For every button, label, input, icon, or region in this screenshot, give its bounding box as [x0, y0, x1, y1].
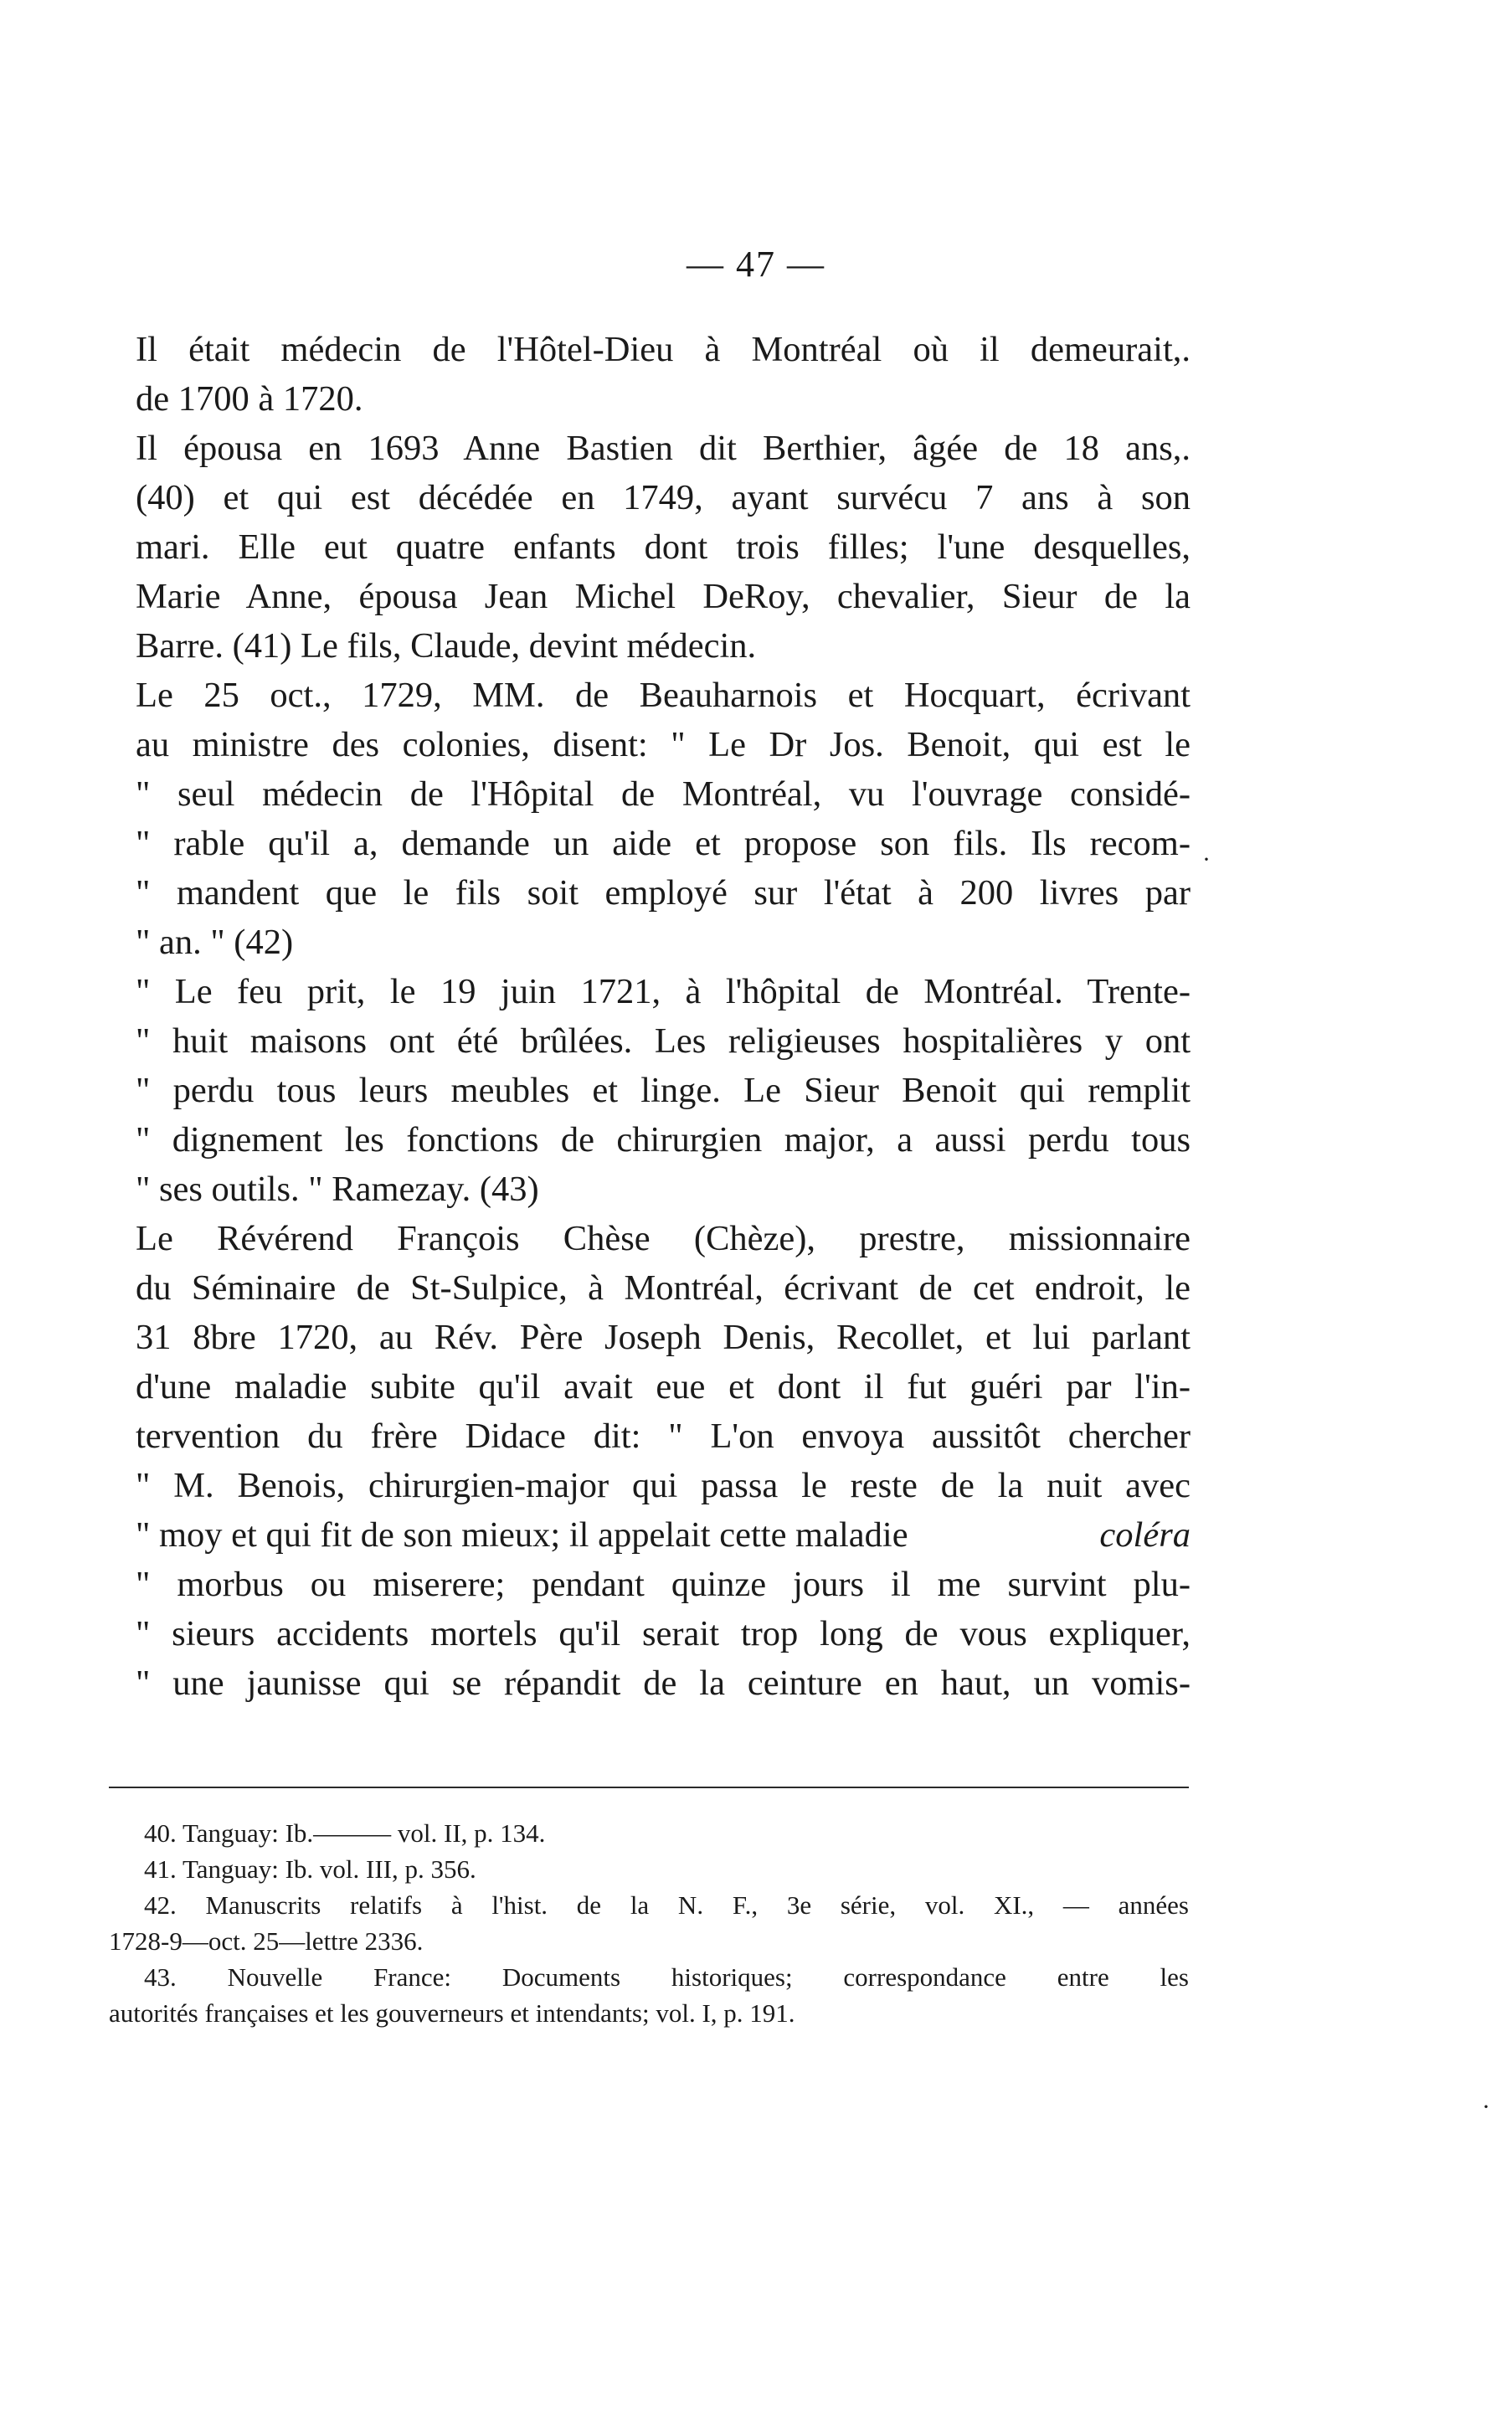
body-line: Barre. (41) Le fils, Claude, devint médecin.: [136, 626, 757, 666]
body-line: Le Révérend François Chèse (Chèze), prestre, missionnaire: [136, 1219, 1191, 1258]
body-line: tervention du frère Didace dit: " L'on envoya aussitôt chercher: [136, 1417, 1191, 1456]
body-line: " mandent que le fils soit employé sur l'état à 200 livres par: [136, 873, 1191, 913]
body-line: au ministre des colonies, disent: " Le Dr Jos. Benoit, qui est le: [136, 725, 1191, 764]
body-line: " dignement les fonctions de chirurgien major, a aussi perdu tous: [136, 1120, 1191, 1160]
stray-mark: ·: [1202, 846, 1211, 873]
body-line: d'une maladie subite qu'il avait eue et dont il fut guéri par l'in-: [136, 1367, 1191, 1406]
footnote: 41. Tanguay: Ib. vol. III, p. 356.: [144, 1854, 476, 1884]
body-line: " seul médecin de l'Hôpital de Montréal, vu l'ouvrage considé-: [136, 774, 1191, 814]
body-line: Marie Anne, épousa Jean Michel DeRoy, chevalier, Sieur de la: [136, 577, 1191, 616]
body-line: Il épousa en 1693 Anne Bastien dit Berthier, âgée de 18 ans,.: [136, 429, 1191, 468]
footnote: 42. Manuscrits relatifs à l'hist. de la N. F., 3e série, vol. XI., — années: [144, 1890, 1189, 1920]
body-line: Le 25 oct., 1729, MM. de Beauharnois et Hocquart, écrivant: [136, 676, 1191, 715]
body-line: " huit maisons ont été brûlées. Les religieuses hospitalières y ont: [136, 1021, 1191, 1061]
body-line: " an. " (42): [136, 923, 294, 962]
body-line: " ses outils. " Ramezay. (43): [136, 1170, 539, 1209]
footnote: autorités françaises et les gouverneurs et intendants; vol. I, p. 191.: [109, 1998, 795, 2028]
body-line-text: " moy et qui fit de son mieux; il appelait cette maladie: [136, 1515, 908, 1555]
body-line-italic: [136, 1510, 1191, 1560]
body-line: " sieurs accidents mortels qu'il serait trop long de vous expliquer,: [136, 1614, 1191, 1653]
body-line: mari. Elle eut quatre enfants dont trois filles; l'une desquelles,: [136, 527, 1191, 567]
footnote-rule: [109, 1787, 1189, 1788]
stray-mark: ·: [1482, 2093, 1490, 2121]
footnote: 1728-9—oct. 25—lettre 2336.: [109, 1926, 424, 1956]
body-line: " morbus ou miserere; pendant quinze jours il me survint plu-: [136, 1565, 1191, 1604]
italic-word: coléra: [1099, 1515, 1191, 1555]
body-line: 31 8bre 1720, au Rév. Père Joseph Denis, Recollet, et lui parlant: [136, 1318, 1191, 1357]
body-line: " une jaunisse qui se répandit de la ceinture en haut, un vomis-: [136, 1664, 1191, 1703]
body-line: " M. Benois, chirurgien-major qui passa le reste de la nuit avec: [136, 1466, 1191, 1505]
footnote: 43. Nouvelle France: Documents historiques; correspondance entre les: [144, 1962, 1189, 1992]
footnote: 40. Tanguay: Ib.——— vol. II, p. 134.: [144, 1818, 546, 1848]
body-line: " rable qu'il a, demande un aide et propose son fils. Ils recom-: [136, 824, 1191, 863]
body-line: (40) et qui est décédée en 1749, ayant survécu 7 ans à son: [136, 478, 1191, 517]
body-line: de 1700 à 1720.: [136, 379, 363, 419]
body-line: Il était médecin de l'Hôtel-Dieu à Montréal où il demeurait,.: [136, 330, 1191, 369]
body-line: " Le feu prit, le 19 juin 1721, à l'hôpital de Montréal. Trente-: [136, 972, 1191, 1011]
page-number: — 47 —: [687, 244, 825, 285]
body-line: du Séminaire de St-Sulpice, à Montréal, écrivant de cet endroit, le: [136, 1268, 1191, 1308]
body-line: " perdu tous leurs meubles et linge. Le Sieur Benoit qui remplit: [136, 1071, 1191, 1110]
